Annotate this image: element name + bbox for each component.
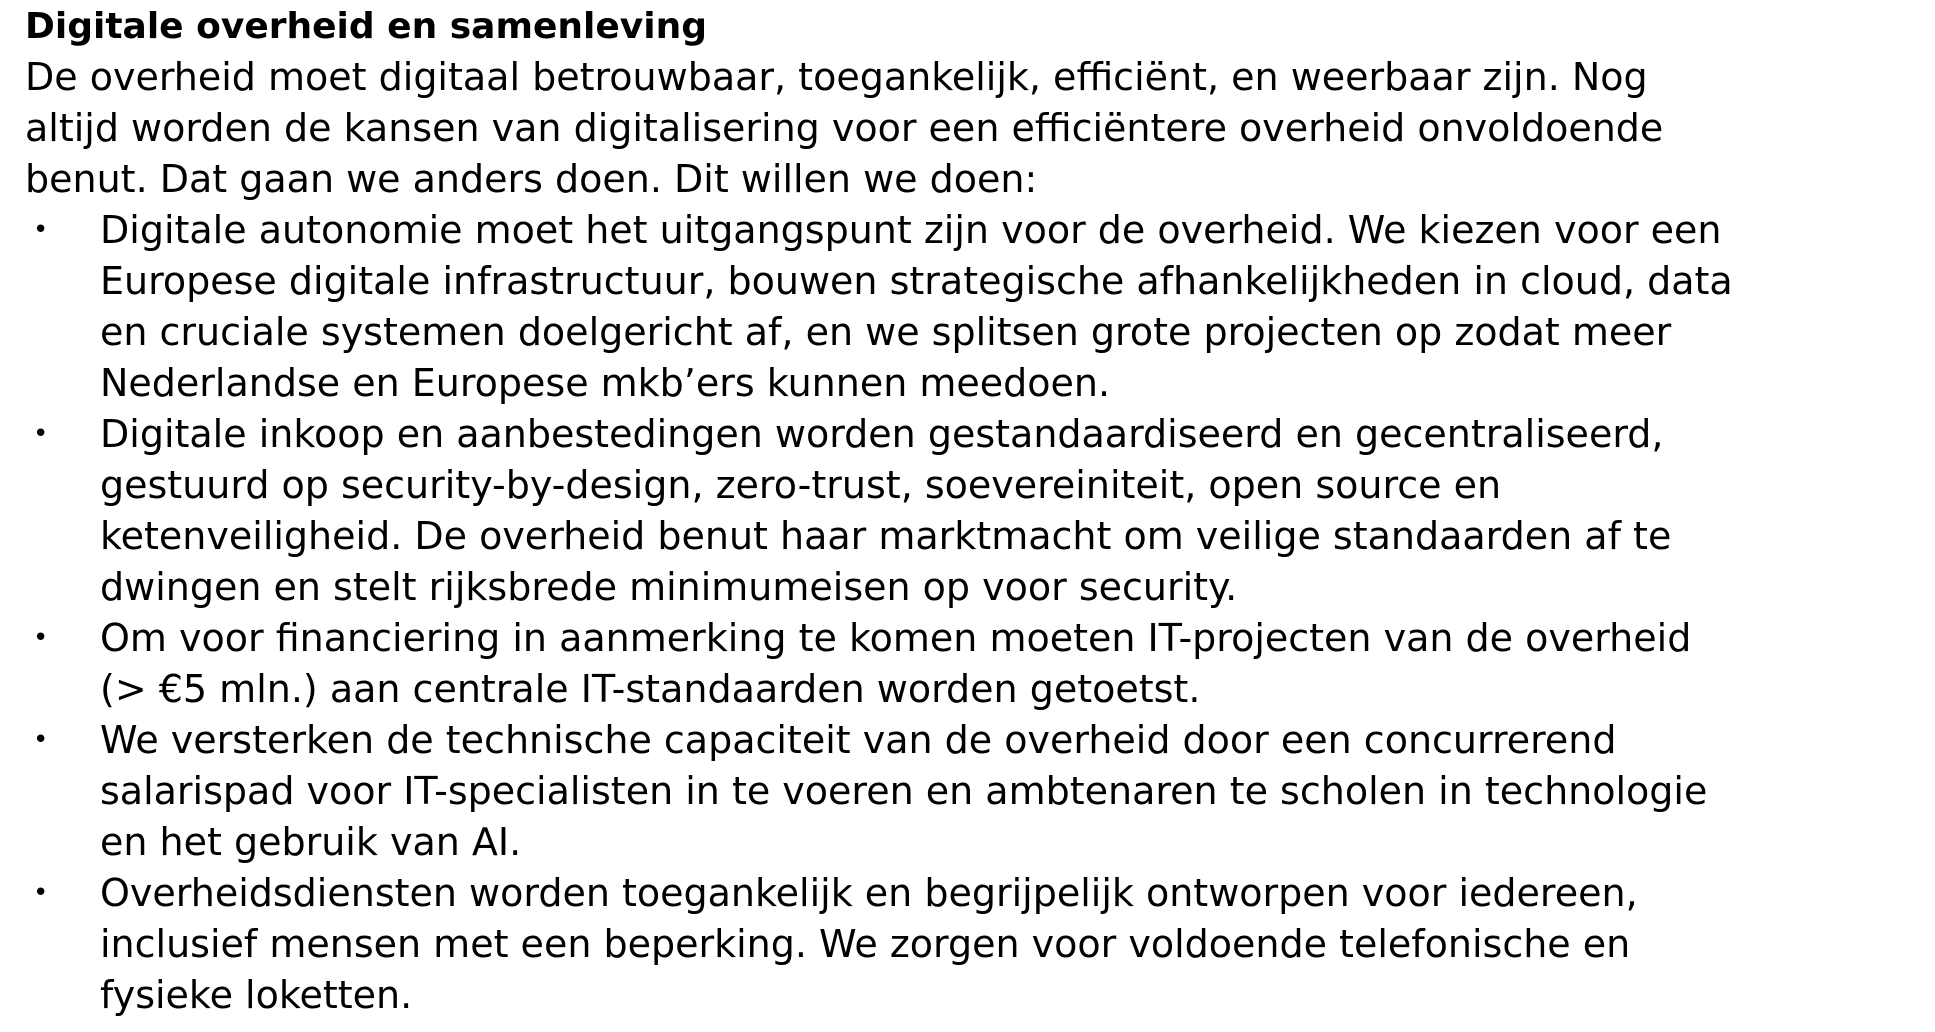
bullet-list [25, 205, 1925, 1021]
bullet-line: Europese digitale infrastructuur, bouwen strategische afhankelijkheden in cloud, data [100, 259, 1733, 303]
bullet-item [25, 868, 1925, 1021]
bullet-icon: • [33, 215, 49, 245]
bullet-line: Digitale autonomie moet het uitgangspunt zijn voor de overheid. We kiezen voor een [100, 208, 1722, 252]
section-heading: Digitale overheid en samenleving [25, 6, 707, 47]
bullet-line: (> €5 mln.) aan centrale IT-standaarden worden getoetst. [100, 667, 1201, 711]
bullet-item [25, 715, 1925, 868]
bullet-item [25, 205, 1925, 409]
bullet-line: salarispad voor IT-specialisten in te voeren en ambtenaren te scholen in technologie [100, 769, 1708, 813]
bullet-line: Overheidsdiensten worden toegankelijk en begrijpelijk ontworpen voor iedereen, [100, 871, 1638, 915]
bullet-line: We versterken de technische capaciteit van de overheid door een concurrerend [100, 718, 1617, 762]
bullet-item [25, 613, 1925, 715]
bullet-icon: • [33, 878, 49, 908]
bullet-icon: • [33, 725, 49, 755]
bullet-line: en cruciale systemen doelgericht af, en we splitsen grote projecten op zodat meer [100, 310, 1672, 354]
bullet-line: ketenveiligheid. De overheid benut haar marktmacht om veilige standaarden af te [100, 514, 1672, 558]
bullet-line: Digitale inkoop en aanbestedingen worden gestandaardiseerd en gecentraliseerd, [100, 412, 1664, 456]
bullet-line: en het gebruik van AI. [100, 820, 522, 864]
intro-line: benut. Dat gaan we anders doen. Dit willen we doen: [25, 157, 1038, 201]
document [25, 2, 1925, 1021]
bullet-item [25, 409, 1925, 613]
bullet-line: Nederlandse en Europese mkb’ers kunnen meedoen. [100, 361, 1111, 405]
intro-line: altijd worden de kansen van digitalisering voor een efficiëntere overheid onvoldoende [25, 106, 1664, 150]
bullet-line: inclusief mensen met een beperking. We zorgen voor voldoende telefonische en [100, 922, 1631, 966]
bullet-line: gestuurd op security-by-design, zero-trust, soevereiniteit, open source en [100, 463, 1502, 507]
bullet-line: Om voor financiering in aanmerking te komen moeten IT-projecten van de overheid [100, 616, 1692, 660]
bullet-line: dwingen en stelt rijksbrede minimumeisen op voor security. [100, 565, 1238, 609]
bullet-icon: • [33, 623, 49, 653]
bullet-line: fysieke loketten. [100, 973, 413, 1017]
intro-line: De overheid moet digitaal betrouwbaar, toegankelijk, efficiënt, en weerbaar zijn. Nog [25, 55, 1648, 99]
intro-paragraph [25, 52, 1925, 205]
bullet-icon: • [33, 419, 49, 449]
